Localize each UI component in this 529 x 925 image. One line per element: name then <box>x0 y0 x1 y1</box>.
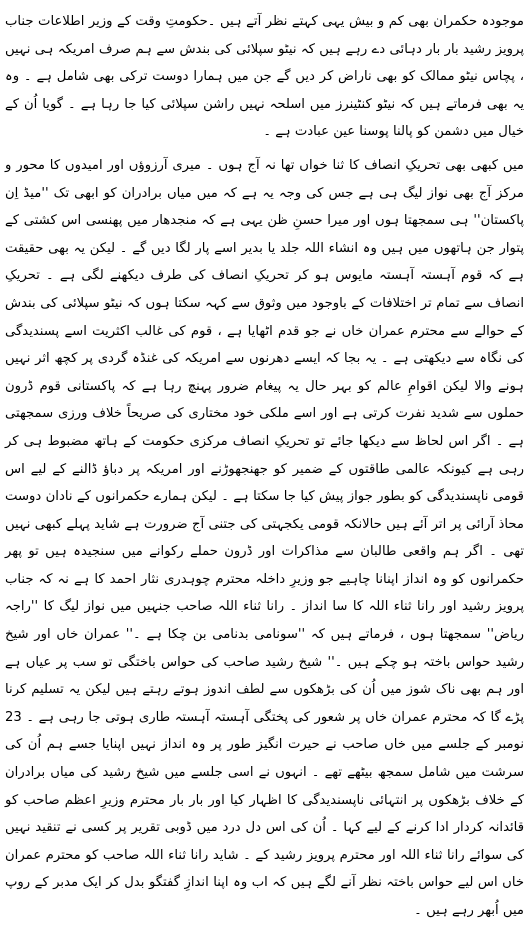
article-paragraph-2: میں کبھی بھی تحریکِ انصاف کا ثنا خواں تھا نہ آج ہوں ۔ میری آرزوؤں اور امیدوں کا محور و مرکز آج بھی نواز لیگ ہی ہے جس کی وجہ یہ ہے کہ میں میاں برادران کو ابھی تک ''میڈ اِن پاکستان'' ہی سمجھتا ہوں اور میرا حسنِ ظن یہی ہے کہ منجدھار میں پھنسی اس کشتی کے پتوار جن ہاتھوں میں ہیں وہ انشاء اللہ جلد یا بدیر اسے پار لگا دیں گے ۔ لیکن یہ بھی حقیقت ہے کہ قوم آہستہ آہستہ مایوس ہو کر تحریکِ انصاف کی طرف دیکھنے لگی ہے ۔ تحریکِ انصاف سے تمام تر اختلافات کے باوجود میں وثوق سے کہہ سکتا ہوں کہ نیٹو سپلائی کی بندش کے حوالے سے محترم عمران خاں نے جو قدم اٹھایا ہے ، قوم کی غالب اکثریت اسے پسندیدگی کی نگاہ سے دیکھتی ہے ۔ یہ بجا کہ ایسے دھرنوں سے امریکہ کی غنڈہ گردی پر کچھ اثر نہیں ہونے والا لیکن اقوامِ عالم کو بہر حال یہ پیغام ضرور پہنچ رہا ہے کہ پاکستانی قوم ڈرون حملوں سے شدید نفرت کرتی ہے اور اسے ملکی خود مختاری کی صریحاً خلاف ورزی سمجھتی ہے ۔ اگر اس لحاظ سے دیکھا جائے تو تحریکِ انصاف مرکزی حکومت کے ہاتھ مضبوط ہی کر رہی ہے کیونکہ عالمی طاقتوں کے ضمیر کو جھنجھوڑنے اور امریکہ پر دباؤ ڈالنے کے لیے اس قومی ناپسندیدگی کو بطور جواز پیش کیا جا سکتا ہے ۔ لیکن ہمارے حکمرانوں کے نادان دوست محاذ آرائی پر اتر آئے ہیں حالانکہ قومی یکجہتی کی جتنی آج ضرورت ہے شاید پہلے کبھی نہیں تھی ۔ اگر ہم واقعی طالبان سے مذاکرات اور ڈرون حملے رکوانے میں سنجیدہ ہیں تو پھر حکمرانوں کو وہ انداز اپنانا چاہیے جو وزیرِ داخلہ محترم چوہدری نثار احمد کا ہے نہ کہ جناب پرویز رشید اور رانا ثناء اللہ کا سا انداز ۔ رانا ثناء اللہ صاحب جنہیں میں نواز لیگ کا ''راجہ ریاض'' سمجھتا ہوں ، فرماتے ہیں کہ ''سونامی بدنامی بن چکا ہے ۔'' عمران خاں اور شیخ رشید حواس باختہ ہو چکے ہیں ۔'' شیخ رشید صاحب کی حواس باختگی تو سب پر عیاں ہے اور ہم بھی ناک شوز میں اُن کی بڑھکوں سے لطف اندوز ہوتے رہتے ہیں لیکن یہ تسلیم کرنا پڑے گا کہ محترم عمران خاں پر شعور کی پختگی آہستہ آہستہ طاری ہوتی جا رہی ہے ۔ 23 نومبر کے جلسے میں خاں صاحب نے حیرت انگیز طور پر وہ انداز نہیں اپنایا جسے ہم اُن کی سرشت میں شامل سمجھ بیٹھے تھے ۔ انہوں نے اسی جلسے میں شیخ رشید کی میاں برادران کے خلاف بڑھکوں پر انتہائی ناپسندیدگی کا اظہار کیا اور بار بار محترم وزیرِ اعظم صاحب کو قائدانہ کردار ادا کرنے کے لیے کہا ۔ اُن کی اس دل درد میں ڈوبی تقریر پر کسی نے تنقید نہیں کی سوائے رانا ثناء اللہ اور محترم پرویز رشید کے ۔ شاید رانا ثناء اللہ صاحب کو محترم عمران خاں اس لیے حواس باختہ نظر آنے لگے ہیں کہ اب وہ اپنا اندازِ گفتگو بدل کر ایک مدبر کے روپ میں اُبھر رہے ہیں ۔ <box>5 157 524 918</box>
article-paragraph-1: موجودہ حکمران بھی کم و بیش یہی کہتے نظر آتے ہیں ۔حکومتِ وقت کے وزیر اطلاعات جناب پرویز رشید بار بار دہائی دے رہے ہیں کہ نیٹو سپلائی کی بندش سے ہم صرف امریکہ ہی نہیں ، پچاس نیٹو ممالک کو بھی ناراض کر دیں گے جن میں ہمارا دوست ترکی بھی شامل ہے ۔ وہ یہ بھی فرماتے ہیں کہ نیٹو کنٹینرز میں اسلحہ نہیں راشن سپلائی کیا جا رہا ہے ۔ گویا اُن کے خیال میں دشمن کو پالنا پوسنا عین عبادت ہے ۔ <box>5 14 524 140</box>
